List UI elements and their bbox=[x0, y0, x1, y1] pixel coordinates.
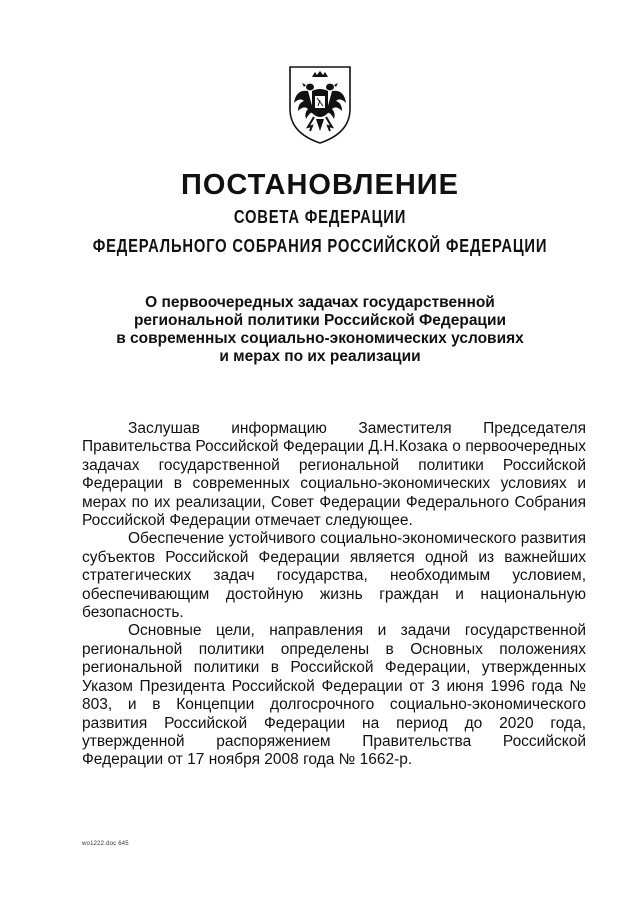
coat-of-arms-emblem-icon bbox=[286, 63, 354, 147]
document-body bbox=[82, 420, 586, 770]
file-reference: wo1222.doc 645 bbox=[82, 841, 129, 847]
document-subject bbox=[60, 294, 580, 366]
subject-line: региональной политики Российской Федерации bbox=[133, 312, 507, 329]
document-subtitle-line-2: ФЕДЕРАЛЬНОГО СОБРАНИЯ РОССИЙСКОЙ ФЕДЕРАЦИИ bbox=[92, 236, 548, 256]
subject-line: О первоочередных задачах государственной bbox=[145, 294, 495, 311]
document-subtitle-line-1: СОВЕТА ФЕДЕРАЦИИ bbox=[233, 207, 407, 227]
subject-line: и мерах по их реализации bbox=[219, 348, 421, 365]
subject-line: в современных социально-экономических условиях bbox=[116, 330, 524, 347]
document-title: ПОСТАНОВЛЕНИЕ bbox=[181, 169, 459, 201]
body-paragraph: Заслушав информацию Заместителя Председателя Правительства Российской Федерации Д.Н.Козака о первоочередных задачах государственной региональной политики Российской Федерации в современных социально-экономических условиях и мерах по их реализации, Совет Федерации Федерального Собрания Российской Федерации отмечает следующее. bbox=[82, 420, 586, 530]
body-paragraph: Основные цели, направления и задачи государственной региональной политики определены в Основных положениях региональной политики в Российской Федерации, утвержденных Указом Президента Российской Федерации от 3 июня 1996 года № 803, и в Концепции долгосрочного социально-экономического развития Российской Федерации на период до 2020 года, утвержденной распоряжением Правительства Российской Федерации от 17 ноября 2008 года № 1662-р. bbox=[82, 622, 586, 769]
body-paragraph: Обеспечение устойчивого социально-экономического развития субъектов Российской Федерации является одной из важнейших стратегических задач государства, необходимым условием, обеспечивающим достойную жизнь граждан и национальную безопасность. bbox=[82, 530, 586, 622]
